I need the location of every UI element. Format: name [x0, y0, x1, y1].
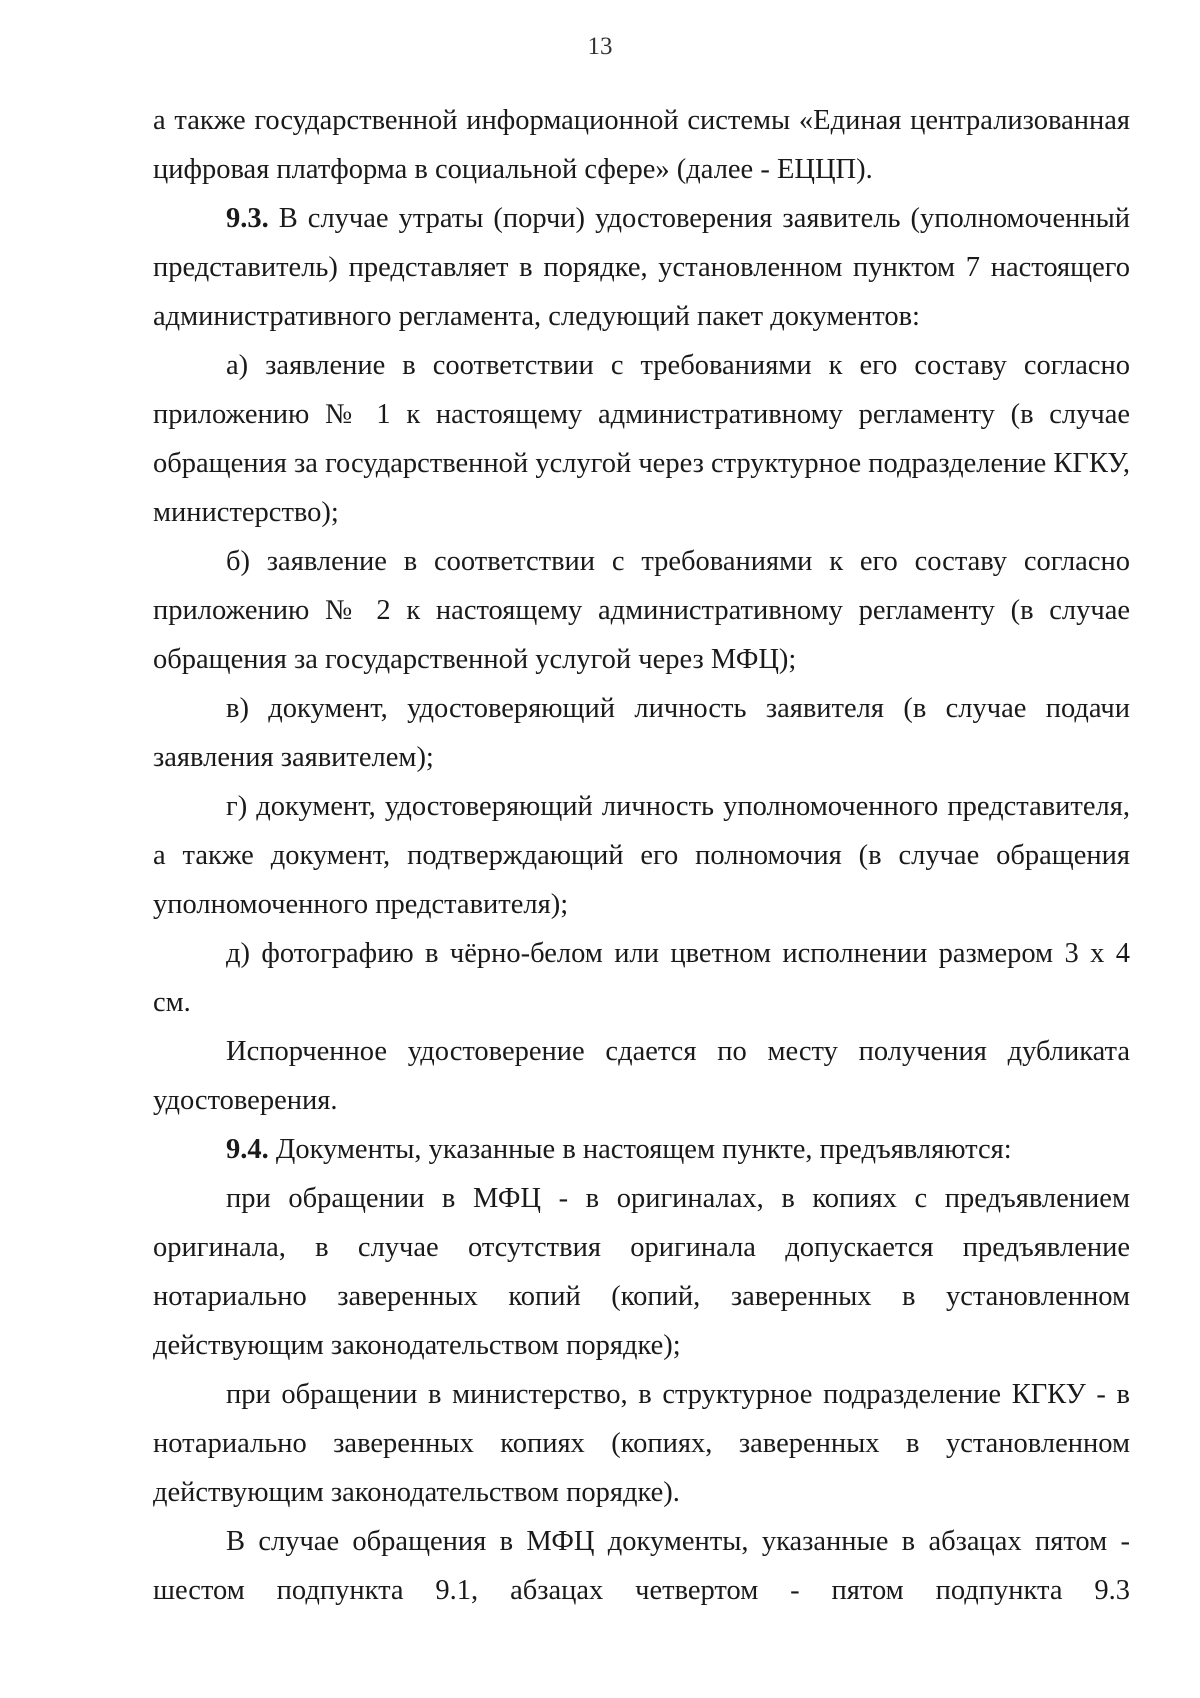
paragraph-ministry [153, 1370, 1130, 1517]
paragraph-text: а также государственной информационной системы «Единая централизованная цифровая платформа в социальной сфере» (далее - ЕЦЦП). [153, 105, 1130, 185]
paragraph-text: В случае утраты (порчи) удостоверения заявитель (уполномоченный представитель) представляет в порядке, установленном пунктом 7 настоящего административного регламента, следующий пакет документов: [153, 203, 1130, 332]
paragraph-text: при обращении в МФЦ - в оригиналах, в копиях с предъявлением оригинала, в случае отсутствия оригинала допускается предъявление нотариально заверенных копий (копий, заверенных в установленном действующим законодательством порядке); [153, 1183, 1130, 1361]
list-item-v [153, 684, 1130, 782]
list-item-b [153, 537, 1130, 684]
list-item-g [153, 782, 1130, 929]
paragraph-text: в) документ, удостоверяющий личность заявителя (в случае подачи заявления заявителем); [153, 693, 1130, 773]
clause-number: 9.3. [226, 203, 269, 234]
list-item-a [153, 341, 1130, 537]
clause-number: 9.4. [226, 1134, 269, 1165]
paragraph-text: а) заявление в соответствии с требованиями к его составу согласно приложению № 1 к настоящему административному регламенту (в случае обращения за государственной услугой через структурное подразделение КГКУ, министерство); [153, 350, 1130, 528]
paragraph-text: при обращении в министерство, в структурное подразделение КГКУ - в нотариально заверенных копиях (копиях, заверенных в установленном действующим законодательством порядке). [153, 1379, 1130, 1508]
list-item-d [153, 929, 1130, 1027]
document-body [153, 96, 1130, 1615]
paragraph-9-3 [153, 194, 1130, 341]
paragraph-9-4 [153, 1125, 1130, 1174]
paragraph-text: Испорченное удостоверение сдается по месту получения дубликата удостоверения. [153, 1036, 1130, 1116]
paragraph-damaged-certificate [153, 1027, 1130, 1125]
paragraph-text: б) заявление в соответствии с требованиями к его составу согласно приложению № 2 к настоящему административному регламенту (в случае обращения за государственной услугой через МФЦ); [153, 546, 1130, 675]
paragraph-mfc [153, 1174, 1130, 1370]
paragraph-text: д) фотографию в чёрно-белом или цветном исполнении размером 3 х 4 см. [153, 938, 1130, 1018]
paragraph-mfc-documents [153, 1517, 1130, 1615]
paragraph-text: г) документ, удостоверяющий личность уполномоченного представителя, а также документ, подтверждающий его полномочия (в случае обращения уполномоченного представителя); [153, 791, 1130, 920]
paragraph-text: В случае обращения в МФЦ документы, указанные в абзацах пятом - шестом подпункта 9.1, абзацах четвертом - пятом подпункта 9.3 [153, 1526, 1130, 1606]
paragraph-continuation [153, 96, 1130, 194]
paragraph-text: Документы, указанные в настоящем пункте, предъявляются: [268, 1134, 1012, 1165]
page-number: 13 [587, 33, 613, 60]
